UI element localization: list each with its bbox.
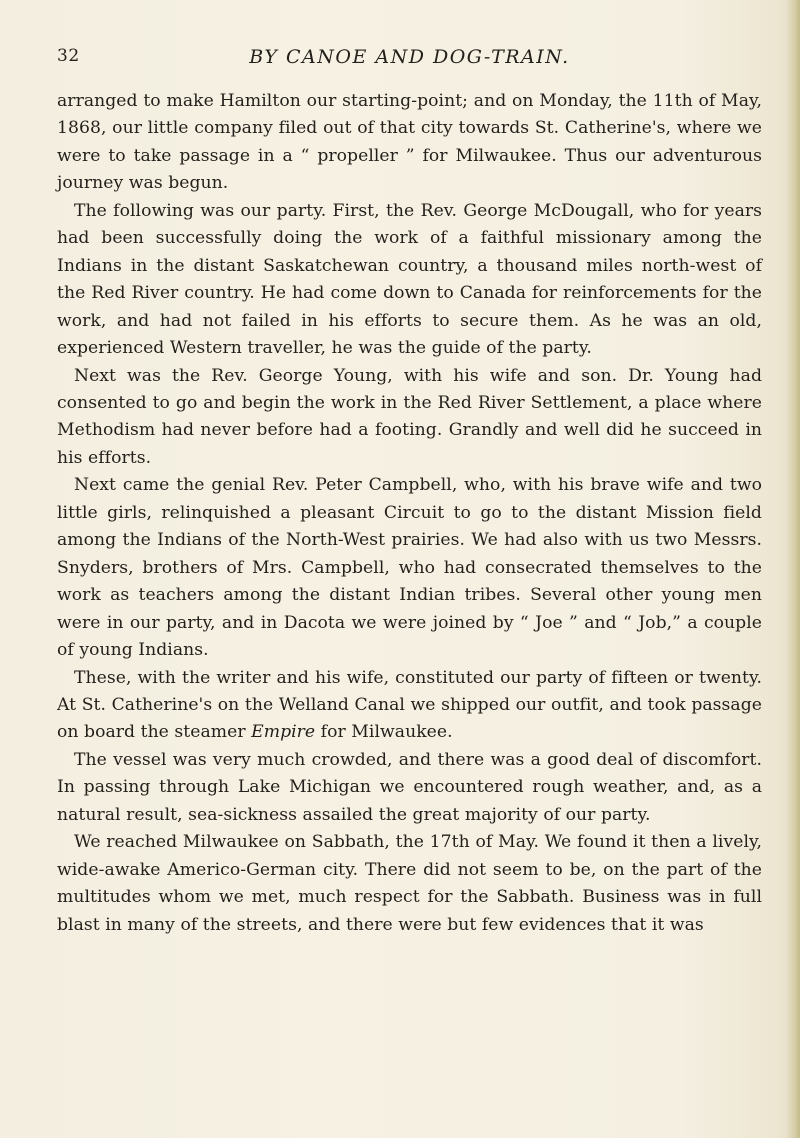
ship-name: Empire [251, 722, 316, 743]
running-head: BY CANOE AND DOG-TRAIN. [249, 46, 570, 68]
paragraph: The following was our party. First, the Rev. George McDougall, who for years had been successfully doing the work of a faithful missionary among the Indians in the distant Saskatchewan country, a thousand miles north-west of the Red River country. He had come down to Canada for reinforcements for the work, and had not failed in his efforts to secure them. As he was an old, experienced Western traveller, he was the guide of the party. [57, 200, 762, 359]
paragraph: arranged to make Hamilton our starting-point; and on Monday, the 11th of May, 1868, our little company filed out of that city towards St. Catherine's, where we were to take passage in a “ propeller ” for Milwaukee. Thus our adventurous journey was begun. [57, 91, 762, 194]
paragraph-text: for Milwaukee. [315, 722, 453, 743]
page-edge-shadow [786, 0, 800, 1138]
paragraph-text: These, with the writer and his wife, constituted our party of fifteen or twenty. At St. Catherine's on the Welland Canal we shipped our outfit, and took passage on board the steamer [57, 667, 762, 743]
paragraph: We reached Milwaukee on Sabbath, the 17th of May. We found it then a lively, wide-awake Americo-German city. There did not seem to be, on the part of the multitudes whom we met, much respect for the Sabbath. Business was in full blast in many of the streets, and there were but few evidences that it was [57, 832, 762, 935]
paragraph: Next was the Rev. George Young, with his wife and son. Dr. Young had consented to go and begin the work in the Red River Settlement, a place where Methodism had never before had a footing. Grandly and well did he succeed in his efforts. [57, 365, 762, 468]
paragraph [57, 665, 762, 747]
paragraph: Next came the genial Rev. Peter Campbell, who, with his brave wife and two little girls, relinquished a pleasant Circuit to go to the distant Mission field among the Indians of the North-West prairies. We had also with us two Messrs. Snyders, brothers of Mrs. Campbell, who had consecrated themselves to the work as teachers among the distant Indian tribes. Several other young men were in our party, and in Dacota we were joined by “ Joe ” and “ Job,” a couple of young Indians. [57, 475, 762, 661]
page-number: 32 [57, 46, 80, 66]
page-header [57, 42, 762, 78]
paragraph: The vessel was very much crowded, and there was a good deal of discomfort. In passing through Lake Michigan we encountered rough weather, and, as a natural result, sea-sickness assailed the great majority of our party. [57, 749, 762, 825]
body-text [57, 88, 762, 939]
